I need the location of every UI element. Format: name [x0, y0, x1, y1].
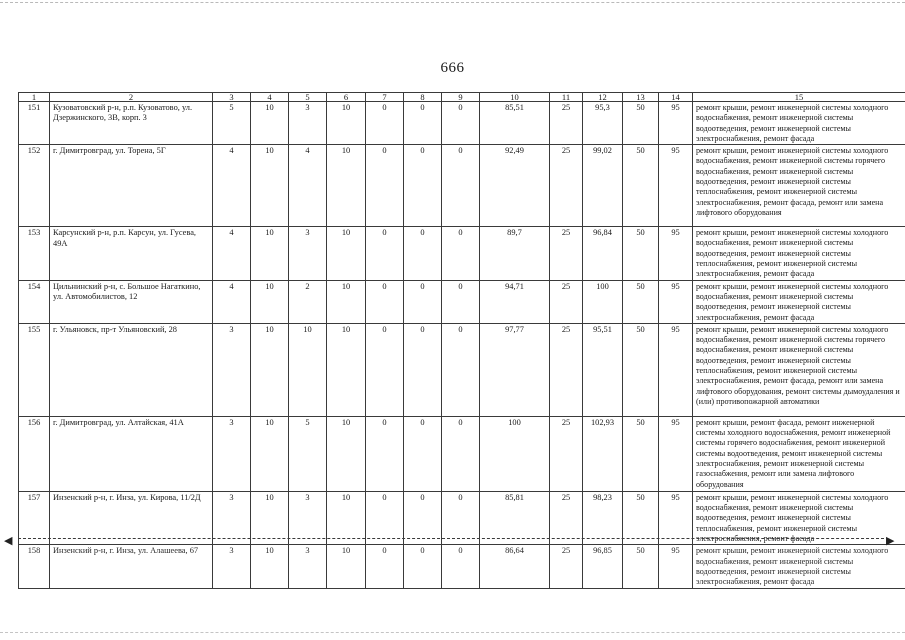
- column-header: 2: [50, 93, 213, 102]
- works-cell: ремонт крыши, ремонт инженерной системы холодного водоснабжения, ремонт инженерной системы водоотведения, ремонт инженерной системы теплоснабжения, ремонт инженерной системы электроснабжения, ремонт фасада: [693, 491, 905, 544]
- value-cell: 10: [327, 323, 366, 416]
- value-cell: 0: [442, 280, 480, 323]
- value-cell: 98,23: [583, 491, 623, 544]
- value-cell: 3: [289, 227, 327, 280]
- value-cell: 0: [366, 323, 404, 416]
- column-header: 8: [404, 93, 442, 102]
- value-cell: 4: [289, 145, 327, 227]
- value-cell: 0: [366, 227, 404, 280]
- column-header: 12: [583, 93, 623, 102]
- value-cell: 2: [289, 280, 327, 323]
- row-number-cell: 155: [19, 323, 50, 416]
- value-cell: 10: [251, 545, 289, 589]
- value-cell: 25: [550, 227, 583, 280]
- value-cell: 10: [251, 280, 289, 323]
- value-cell: 25: [550, 280, 583, 323]
- value-cell: 95,3: [583, 102, 623, 145]
- value-cell: 0: [404, 323, 442, 416]
- table-row: [19, 102, 905, 145]
- value-cell: 0: [366, 491, 404, 544]
- value-cell: 0: [404, 491, 442, 544]
- value-cell: 95: [659, 280, 693, 323]
- column-header: 9: [442, 93, 480, 102]
- table-row: [19, 227, 905, 280]
- value-cell: 50: [623, 323, 659, 416]
- value-cell: 95: [659, 416, 693, 491]
- table-row: [19, 545, 905, 589]
- value-cell: 25: [550, 491, 583, 544]
- value-cell: 10: [327, 545, 366, 589]
- works-cell: ремонт крыши, ремонт инженерной системы холодного водоснабжения, ремонт инженерной системы горячего водоснабжения, ремонт инженерной системы водоотведения, ремонт инженерной системы теплоснабжения, ремонт инженерной системы электроснабжения, ремонт фасада, ремонт или замена лифтового оборудования, ремонт системы дымоудаления и (или) противопожарной автоматики: [693, 323, 905, 416]
- works-cell: ремонт крыши, ремонт фасада, ремонт инженерной системы холодного водоснабжения, ремонт инженерной системы горячего водоснабжения, ремонт инженерной системы водоотведения, ремонт инженерной системы электроснабжения, ремонт инженерной системы газоснабжения, ремонт или замена лифтового оборудования: [693, 416, 905, 491]
- value-cell: 96,85: [583, 545, 623, 589]
- value-cell: 10: [251, 491, 289, 544]
- value-cell: 0: [442, 102, 480, 145]
- column-header: 11: [550, 93, 583, 102]
- address-cell: г. Димитровград, ул. Алтайская, 41А: [50, 416, 213, 491]
- page-number: 666: [440, 60, 465, 76]
- value-cell: 0: [442, 416, 480, 491]
- value-cell: 3: [213, 545, 251, 589]
- value-cell: 10: [289, 323, 327, 416]
- value-cell: 100: [583, 280, 623, 323]
- value-cell: 0: [442, 145, 480, 227]
- value-cell: 25: [550, 145, 583, 227]
- value-cell: 0: [404, 416, 442, 491]
- scan-edge-bottom: [0, 632, 905, 633]
- value-cell: 10: [327, 227, 366, 280]
- value-cell: 50: [623, 145, 659, 227]
- value-cell: 0: [442, 545, 480, 589]
- table-row: [19, 280, 905, 323]
- column-header: 10: [480, 93, 550, 102]
- table-row: [19, 416, 905, 491]
- table-row: [19, 145, 905, 227]
- address-cell: Инзенский р-н, г. Инза, ул. Алашеева, 67: [50, 545, 213, 589]
- table-row: [19, 323, 905, 416]
- column-number-header: [19, 93, 905, 102]
- value-cell: 25: [550, 323, 583, 416]
- column-header: 5: [289, 93, 327, 102]
- address-cell: Цильнинский р-н, с. Большое Нагаткино, ул. Автомобилистов, 12: [50, 280, 213, 323]
- column-header: 13: [623, 93, 659, 102]
- value-cell: 0: [366, 280, 404, 323]
- row-number-cell: 154: [19, 280, 50, 323]
- value-cell: 97,77: [480, 323, 550, 416]
- value-cell: 5: [289, 416, 327, 491]
- address-cell: г. Ульяновск, пр-т Ульяновский, 28: [50, 323, 213, 416]
- works-cell: ремонт крыши, ремонт инженерной системы холодного водоснабжения, ремонт инженерной системы водоотведения, ремонт инженерной системы электроснабжения, ремонт фасада: [693, 102, 905, 145]
- table-row: [19, 491, 905, 544]
- column-header: 4: [251, 93, 289, 102]
- column-header: 7: [366, 93, 404, 102]
- fold-arrow-right-icon: ▶: [886, 535, 895, 547]
- row-number-cell: 153: [19, 227, 50, 280]
- value-cell: 0: [366, 416, 404, 491]
- value-cell: 50: [623, 491, 659, 544]
- value-cell: 95: [659, 145, 693, 227]
- value-cell: 4: [213, 145, 251, 227]
- column-header: 1: [19, 93, 50, 102]
- works-cell: ремонт крыши, ремонт инженерной системы холодного водоснабжения, ремонт инженерной системы водоотведения, ремонт инженерной системы электроснабжения, ремонт фасада: [693, 545, 905, 589]
- value-cell: 25: [550, 545, 583, 589]
- value-cell: 4: [213, 280, 251, 323]
- value-cell: 3: [213, 416, 251, 491]
- scan-edge-top: [0, 2, 905, 3]
- value-cell: 3: [289, 545, 327, 589]
- value-cell: 10: [327, 102, 366, 145]
- fold-strike-line: [18, 538, 884, 539]
- table-body: [19, 102, 905, 589]
- row-number-cell: 157: [19, 491, 50, 544]
- value-cell: 10: [251, 323, 289, 416]
- value-cell: 10: [327, 416, 366, 491]
- value-cell: 0: [404, 280, 442, 323]
- value-cell: 85,51: [480, 102, 550, 145]
- value-cell: 99,02: [583, 145, 623, 227]
- value-cell: 0: [366, 145, 404, 227]
- value-cell: 10: [327, 491, 366, 544]
- value-cell: 94,71: [480, 280, 550, 323]
- value-cell: 100: [480, 416, 550, 491]
- works-cell: ремонт крыши, ремонт инженерной системы холодного водоснабжения, ремонт инженерной системы водоотведения, ремонт инженерной системы теплоснабжения, ремонт инженерной системы электроснабжения, ремонт фасада: [693, 227, 905, 280]
- value-cell: 10: [251, 227, 289, 280]
- value-cell: 50: [623, 102, 659, 145]
- value-cell: 85,81: [480, 491, 550, 544]
- row-number-cell: 158: [19, 545, 50, 589]
- value-cell: 3: [289, 102, 327, 145]
- address-cell: Карсунский р-н, р.п. Карсун, ул. Гусева, 49А: [50, 227, 213, 280]
- value-cell: 0: [404, 545, 442, 589]
- value-cell: 3: [213, 491, 251, 544]
- value-cell: 0: [442, 323, 480, 416]
- row-number-cell: 152: [19, 145, 50, 227]
- value-cell: 25: [550, 102, 583, 145]
- works-cell: ремонт крыши, ремонт инженерной системы холодного водоснабжения, ремонт инженерной системы водоотведения, ремонт инженерной системы электроснабжения, ремонт фасада: [693, 280, 905, 323]
- value-cell: 95: [659, 491, 693, 544]
- value-cell: 50: [623, 416, 659, 491]
- fold-arrow-left-icon: ◀: [4, 535, 13, 547]
- value-cell: 0: [442, 491, 480, 544]
- value-cell: 95: [659, 323, 693, 416]
- address-cell: Инзенский р-н, г. Инза, ул. Кирова, 11/2Д: [50, 491, 213, 544]
- address-cell: г. Димитровград, ул. Торена, 5Г: [50, 145, 213, 227]
- value-cell: 50: [623, 545, 659, 589]
- value-cell: 89,7: [480, 227, 550, 280]
- value-cell: 0: [442, 227, 480, 280]
- value-cell: 3: [289, 491, 327, 544]
- value-cell: 0: [366, 102, 404, 145]
- works-cell: ремонт крыши, ремонт инженерной системы холодного водоснабжения, ремонт инженерной системы горячего водоснабжения, ремонт инженерной системы водоотведения, ремонт инженерной системы теплоснабжения, ремонт инженерной системы электроснабжения, ремонт фасада, ремонт или замена лифтового оборудования: [693, 145, 905, 227]
- value-cell: 95: [659, 227, 693, 280]
- value-cell: 95: [659, 545, 693, 589]
- value-cell: 3: [213, 323, 251, 416]
- value-cell: 10: [251, 145, 289, 227]
- address-cell: Кузоватовский р-н, р.п. Кузоватово, ул. Дзержинского, 3В, корп. 3: [50, 102, 213, 145]
- value-cell: 0: [404, 102, 442, 145]
- value-cell: 10: [327, 280, 366, 323]
- column-header: 15: [693, 93, 905, 102]
- value-cell: 0: [404, 145, 442, 227]
- row-number-cell: 156: [19, 416, 50, 491]
- column-header: 3: [213, 93, 251, 102]
- value-cell: 10: [251, 102, 289, 145]
- column-header: 6: [327, 93, 366, 102]
- value-cell: 50: [623, 280, 659, 323]
- value-cell: 86,64: [480, 545, 550, 589]
- value-cell: 0: [404, 227, 442, 280]
- value-cell: 95: [659, 102, 693, 145]
- value-cell: 0: [366, 545, 404, 589]
- value-cell: 5: [213, 102, 251, 145]
- row-number-cell: 151: [19, 102, 50, 145]
- value-cell: 25: [550, 416, 583, 491]
- value-cell: 50: [623, 227, 659, 280]
- housing-repair-table: [18, 92, 905, 589]
- value-cell: 102,93: [583, 416, 623, 491]
- value-cell: 95,51: [583, 323, 623, 416]
- value-cell: 92,49: [480, 145, 550, 227]
- column-header: 14: [659, 93, 693, 102]
- value-cell: 10: [251, 416, 289, 491]
- value-cell: 10: [327, 145, 366, 227]
- value-cell: 4: [213, 227, 251, 280]
- value-cell: 96,84: [583, 227, 623, 280]
